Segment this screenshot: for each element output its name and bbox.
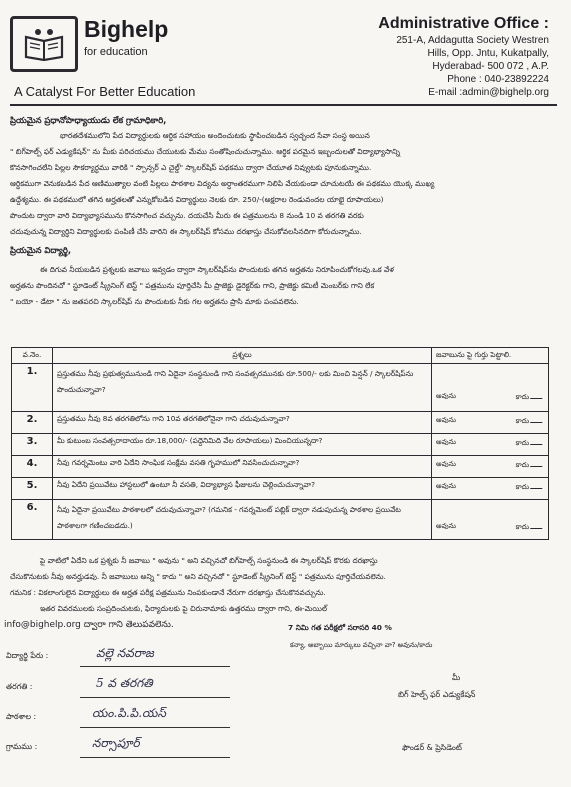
school-underline <box>80 727 230 728</box>
school-value[interactable]: యం.పి.పి.యస్ <box>92 706 166 720</box>
header-questions: ప్రశ్నలు <box>53 348 432 364</box>
intro-line: కొనసాగించలేని పిల్లల సౌకర్యార్థము వారికి " స్పాన్సర్ ఎ చైల్డ్" స్కాలర్‌షిప్ పథకము ద్వారా చేయూత నివ్వుటకు పూనుకున్నాము. <box>10 163 372 172</box>
table-row <box>12 500 549 540</box>
handwritten-marks-note: 7 నిమి గత పరీక్షలో సరాసరి 40 % <box>288 623 392 632</box>
table-row <box>12 478 549 500</box>
answer-cell <box>432 478 549 500</box>
student-name-value[interactable]: వల్లె నవరాజ <box>96 646 154 660</box>
office-title: Administrative Office : <box>378 15 549 32</box>
question-number: 1. <box>12 364 53 412</box>
name-underline <box>80 666 230 667</box>
header-answer: జవాబును పై గుర్తు పెట్టాలి. <box>432 348 549 364</box>
answer-cell <box>432 412 549 434</box>
contact-email-line: info@bighelp.org ద్వారా గాని తెలుపవలెను. <box>4 620 174 630</box>
tick-mark-icon <box>530 460 546 467</box>
question-text: నీవు గవర్నమెంటు వారి ఏదేని సాంఘిక సంక్షేమ వసతి గృహములో నివసించుచున్నావా? <box>53 456 432 478</box>
question-number: 3. <box>12 434 53 456</box>
instruction-line: అర్హతను పొందినచో " స్టూడెంట్ స్క్రీనింగ్ టెస్ట్ " పత్రమును పూర్తిచేసి మీ ప్రాజెక్టు డైరెక్టర్‌కు గాని, ప్రాజెక్టు కమిటీ మెంబర్‌కు గాని లేక <box>10 281 375 290</box>
header-serial-no: వ.నెం. <box>12 348 53 364</box>
tick-mark-icon <box>530 416 546 423</box>
village-label: గ్రామము : <box>6 742 38 751</box>
intro-line: చదువుచున్న విద్యార్థిని విద్యార్థులకు పంపిణీ చేసి వారిని ఈ స్కాలర్‌షిప్ కోసము దరఖాస్తు చేసుకోవలసినదిగా కోరుచున్నాము. <box>10 227 362 236</box>
answer-yes-option[interactable]: అవును <box>436 522 456 530</box>
answer-yes-option[interactable]: అవును <box>436 392 456 400</box>
intro-line: భారతదేశములోని పేద విద్యార్థులకు ఆర్థిక సహాయం అందించుటకు స్థాపించబడిన స్వచ్ఛంద సేవా సంస్థ అయిన <box>60 131 370 140</box>
answer-cell <box>432 456 549 478</box>
table-row <box>12 434 549 456</box>
answer-cell <box>432 500 549 540</box>
salutation-headmaster: ప్రియమైన ప్రధానోపాధ్యాయుడు లేక గ్రామాధికారి, <box>10 115 167 125</box>
footer-line: ఇతర వివరములకు సంప్రదించుటకు, ఫిర్యాదులకు పై చిరునామాకు ఉత్తరము ద్వారా గాని, ఈ-మెయిల్ <box>40 604 328 613</box>
instruction-line: " బయో - డేటా " ను జతపరచి స్కాలర్‌షిప్ ను పొందుటకు నీకు గల అర్హతను ప్రాసి మాకు పంపవలెను. <box>10 297 299 306</box>
answer-no-option[interactable]: కాదు <box>515 439 529 447</box>
tick-mark-icon <box>530 482 546 489</box>
student-name-label: విద్యార్థి పేరు : <box>6 651 49 660</box>
footer-line: చేసుకొనుటకు నీవు అనర్హుడవు. నీ జవాబులు అన్ని " కాదు " అని వచ్చినచో " స్టూడెంట్ స్క్రీనింగ్ టెస్ట్ " పత్రమును పూర్తిచేయవలెను. <box>10 572 386 581</box>
question-number: 2. <box>12 412 53 434</box>
tick-mark-icon <box>530 392 546 399</box>
intro-line: " బిగ్‌హెల్ప్ ఫర్ ఎడ్యుకేషన్" ను మీకు పరిచయము చేయుటకు మేము సంతోషించుచున్నాము. ఆర్థిక పరమైన ఇబ్బందులతో విద్యాభ్యాసాన్ని <box>10 147 401 156</box>
tick-mark-icon <box>530 522 546 529</box>
address-line: 251-A, Addagutta Society Westren <box>396 35 549 46</box>
tagline: A Catalyst For Better Education <box>14 84 196 99</box>
class-label: తరగతి : <box>6 682 33 691</box>
signoff-organisation: బిగ్ హెల్ప్ ఫర్ ఎడ్యుకేషన్ <box>398 690 476 699</box>
answer-no-option[interactable]: కాదు <box>515 523 529 531</box>
signoff-yours: మీ <box>452 673 461 682</box>
table-row <box>12 456 549 478</box>
question-number: 5. <box>12 478 53 500</box>
answer-cell <box>432 364 549 412</box>
school-label: పాఠశాల : <box>6 712 37 721</box>
answer-yes-option[interactable]: అవును <box>436 416 456 424</box>
question-text: ప్రస్తుతము నీవు ప్రభుత్వమునుండి గాని ఏదైనా సంస్థనుండి గాని సంవత్సరమునకు రూ.500/- లకు మించి పెన్షన్ / స్కాలర్‌షిప్‌ను పొందుచున్నావా? <box>53 364 432 412</box>
question-text: నీవు ఏదైనా ప్రయివేటు పాఠశాలలో చదువుచున్నావా? (గమనిక - గవర్నమెంట్ పబ్లిక్ ద్వారా నడుపుచున్న పాఠశాల ప్రయివేట పాఠశాలగా గణించబడదు.) <box>53 500 432 540</box>
intro-line: ఉద్దేశ్యము. ఈ పథకములో తగిన అర్హతలతో ఎన్నుకోబడిన విద్యార్థులు నెలకు రూ. 250/-(అక్షరాల రెండువందల యాభై రూపాయలు) <box>10 195 384 204</box>
salutation-student: ప్రియమైన విద్యార్థి, <box>10 245 72 255</box>
brand-name: Bighelp <box>84 16 169 42</box>
address-phone: Phone : 040-23892224 <box>447 74 549 85</box>
address-email: E-mail :admin@bighelp.org <box>428 87 549 98</box>
question-number: 4. <box>12 456 53 478</box>
village-underline <box>80 757 230 758</box>
answer-yes-option[interactable]: అవును <box>436 438 456 446</box>
table-row <box>12 364 549 412</box>
intro-line: ఆర్థికముగా వెనుకబడిన పేద ఆణిముత్యాల వంటి పిల్లలు పాఠశాల విద్యను అర్ధాంతరముగా నిలిపి వేయకుండా చూచుటయే ఈ పథకము యొక్క ముఖ్య <box>10 179 435 188</box>
answer-no-option[interactable]: కాదు <box>515 393 529 401</box>
table-header-row <box>12 348 549 364</box>
bighelp-logo <box>10 16 78 72</box>
question-text: నీవు ఏదేని ప్రయివేటు హాస్టలులో ఉంటూ నీ వసతి, విద్యాభ్యాస ఫీజులను చెల్లించుచున్నావా? <box>53 478 432 500</box>
footer-line: పై వాటిలో ఏదేని ఒక ప్రశ్నకు నీ జవాబు " అవును " అని వచ్చినచో బిగ్‌హెల్ప్ సంస్థనుండి ఈ స్కాలర్‌షిప్ కొరకు దరఖాస్తు <box>40 556 378 565</box>
table-row <box>12 412 549 434</box>
instruction-line: ఈ దిగువ నీయబడిన ప్రశ్నలకు జవాబు ఇవ్వడం ద్వారా స్కాలర్‌షిప్‌ను పొందుటకు తగిన అర్హతను నిరూపించుకోగలవు.ఒక వేళ <box>40 265 394 274</box>
village-value[interactable]: నర్సాపూర్ <box>92 736 140 750</box>
intro-line: పొందుట ద్వారా వారి విద్యాభ్యాసమును కొనసాగించ వచ్చును. దయచేసి మీరు ఈ పత్రములను 8 నుండి 10 వ తరగతి వరకు <box>10 211 364 220</box>
address-line: Hyderabad- 500 072 , A.P. <box>432 61 549 72</box>
marks-question: కన్యా, అబ్బాయి మార్కులు వచ్చినా వా? అవును/కాదు <box>290 641 433 649</box>
answer-yes-option[interactable]: అవును <box>436 482 456 490</box>
question-text: ప్రస్తుతము నీవు 8వ తరగతిలోను గాని 10వ తరగతిలోనైనా గాని చదువుచున్నావా? <box>53 412 432 434</box>
screening-questions-table <box>11 347 549 540</box>
answer-yes-option[interactable]: అవును <box>436 460 456 468</box>
address-line: Hills, Opp. Jntu, Kukatpally, <box>427 48 549 59</box>
answer-no-option[interactable]: కాదు <box>515 483 529 491</box>
answer-no-option[interactable]: కాదు <box>515 417 529 425</box>
book-people-icon <box>22 27 66 61</box>
class-underline <box>80 697 230 698</box>
footer-note-line: గమనిక : వికలాంగులైన విద్యార్థులు ఈ అర్హత పరీక్ష పత్రమును నింపకుండానే నేరుగా దరఖాస్తు చేసుకొనవచ్చును. <box>10 588 326 597</box>
header-divider <box>10 104 557 106</box>
tick-mark-icon <box>530 438 546 445</box>
question-text: మీ కుటుంబ సంవత్సరాదాయం రూ.18,000/- (పద్దెనిమిది వేల రూపాయలు) మించియున్నదా? <box>53 434 432 456</box>
answer-no-option[interactable]: కాదు <box>515 461 529 469</box>
brand-subtitle: for education <box>84 46 148 58</box>
question-number: 6. <box>12 500 53 540</box>
signoff-founder-title: ఫౌండర్ & ప్రెసిడెంట్ <box>402 743 462 752</box>
office-address-block <box>378 14 549 99</box>
class-value[interactable]: 5 వ తరగతి <box>96 676 153 690</box>
answer-cell <box>432 434 549 456</box>
